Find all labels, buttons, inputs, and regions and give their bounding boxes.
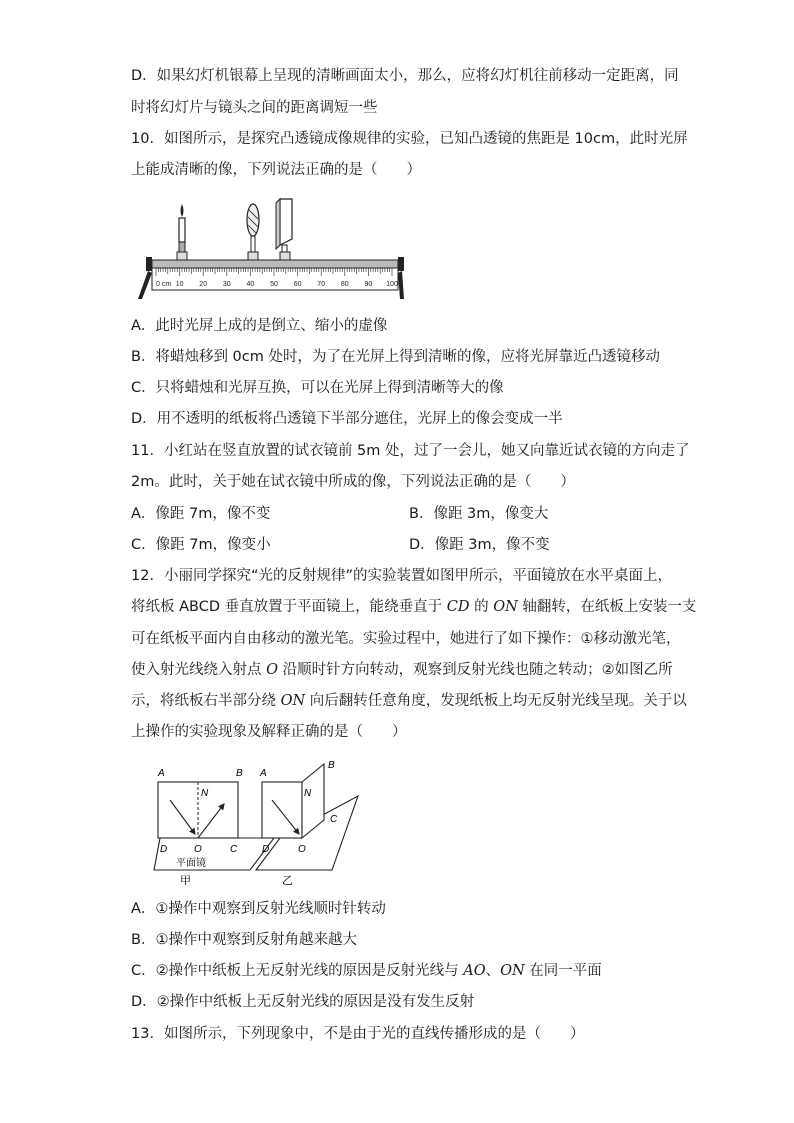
ruler-tick-label: 90 [364,281,373,288]
ruler-unit-label: 0 cm [156,281,172,288]
q11-stem-line2: 2m。此时，关于她在试衣镜中所成的像，下列说法正确的是（ ） [131,474,575,490]
figure-yi [256,760,358,887]
convex-lens-icon [247,204,259,260]
q11-stem-line1: 11．小红站在竖直放置的试衣镜前 5m 处，过了一会儿，她又向靠近试衣镜的方向走了 [131,443,690,459]
bench-left-leg [138,271,152,299]
candle-icon [177,204,187,260]
jia-label-a: A [158,768,165,779]
ruler-tick-label: 60 [293,281,302,288]
ruler-tick-label: 20 [199,281,208,288]
jia-caption: 甲 [180,875,191,887]
jia-label-b: B [236,768,243,779]
q12-stem-line6: 上操作的实验现象及解释正确的是（ ） [131,724,407,740]
bench-right-leg [398,271,404,299]
ruler-tick-label: 30 [222,281,231,288]
jia-mirror-label: 平面镜 [176,858,206,869]
jia-label-n: N [201,788,209,799]
q12-stem-line2: 将纸板 ABCD 垂直放置于平面镜上，能绕垂直于 CD 的 ON 轴翻转，在纸板上安装一支 [131,599,697,615]
q12-stem-line4: 使入射光线绕入射点 O 沿顺时针方向转动，观察到反射光线也随之转动；②如图乙所 [131,662,673,678]
light-screen-icon [276,199,292,260]
q10-option-b: B．将蜡烛移到 0cm 处时，为了在光屏上得到清晰的像，应将光屏靠近凸透镜移动 [131,349,660,365]
q12-option-d: D．②操作中纸板上无反射光线的原因是没有发生反射 [131,994,475,1010]
yi-label-a: A [260,768,267,779]
q11-option-c: C．像距 7m，像变小 [131,537,271,553]
jia-plane-mirror [154,838,274,870]
bench-right-stand [398,257,404,271]
yi-label-n: N [304,788,312,799]
q11-option-a: A．像距 7m，像不变 [131,506,271,522]
q10-optical-bench-figure [130,195,410,303]
yi-label-b: B [328,760,335,771]
ruler-tick-label: 50 [270,281,278,288]
q12-option-b: B．①操作中观察到反射角越来越大 [131,932,357,948]
q12-reflection-figure [140,760,380,890]
q10-stem-line2: 上能成清晰的像，下列说法正确的是（ ） [131,162,421,178]
yi-label-d: D [262,844,270,855]
bench-left-stand [146,257,152,271]
q12-stem-line5: 示，将纸板右半部分绕 ON 向后翻转任意角度，发现纸板上均无反射光线呈现。关于以 [131,693,687,709]
yi-label-o: O [298,844,306,855]
q12-option-a: A．①操作中观察到反射光线顺时针转动 [131,901,386,917]
q11-option-d: D．像距 3m，像不变 [409,537,550,553]
q12-option-c: C．②操作中纸板上无反射光线的原因是反射光线与 AO、ON 在同一平面 [131,963,602,979]
q13-stem: 13．如图所示，下列现象中，不是由于光的直线传播形成的是（ ） [131,1026,585,1042]
q10-option-a: A．此时光屏上成的是倒立、缩小的虚像 [131,318,388,334]
yi-caption: 乙 [282,875,293,887]
q10-stem-line1: 10．如图所示，是探究凸透镜成像规律的实验，已知凸透镜的焦距是 10cm，此时光屏 [131,131,688,147]
q10-option-c: C．只将蜡烛和光屏互换，可以在光屏上得到清晰等大的像 [131,380,504,396]
q12-stem-line3: 可在纸板平面内自由移动的激光笔。实验过程中，她进行了如下操作：①移动激光笔， [131,631,681,647]
optical-bench-rail [152,260,398,268]
ruler-tick-label: 80 [340,281,349,288]
ruler-tick-label: 40 [246,281,255,288]
yi-label-c: C [330,814,338,825]
q10-option-d: D．用不透明的纸板将凸透镜下半部分遮住，光屏上的像会变成一半 [131,411,563,427]
q9-option-d-line1: D．如果幻灯机银幕上呈现的清晰画面太小，那么，应将幻灯机往前移动一定距离，同 [131,68,679,84]
q11-option-b: B．像距 3m，像变大 [409,506,549,522]
ruler-tick-label: 70 [317,281,326,288]
ruler-tick-label: 100 [386,281,398,288]
q9-option-d-line2: 时将幻灯片与镜头之间的距离调短一些 [131,100,378,116]
jia-label-o: O [194,844,202,855]
jia-label-d: D [160,844,168,855]
ruler-tick-label: 10 [175,281,184,288]
q12-stem-line1: 12．小丽同学探究“光的反射规律”的实验装置如图甲所示，平面镜放在水平桌面上， [131,568,672,584]
jia-label-c: C [230,844,238,855]
